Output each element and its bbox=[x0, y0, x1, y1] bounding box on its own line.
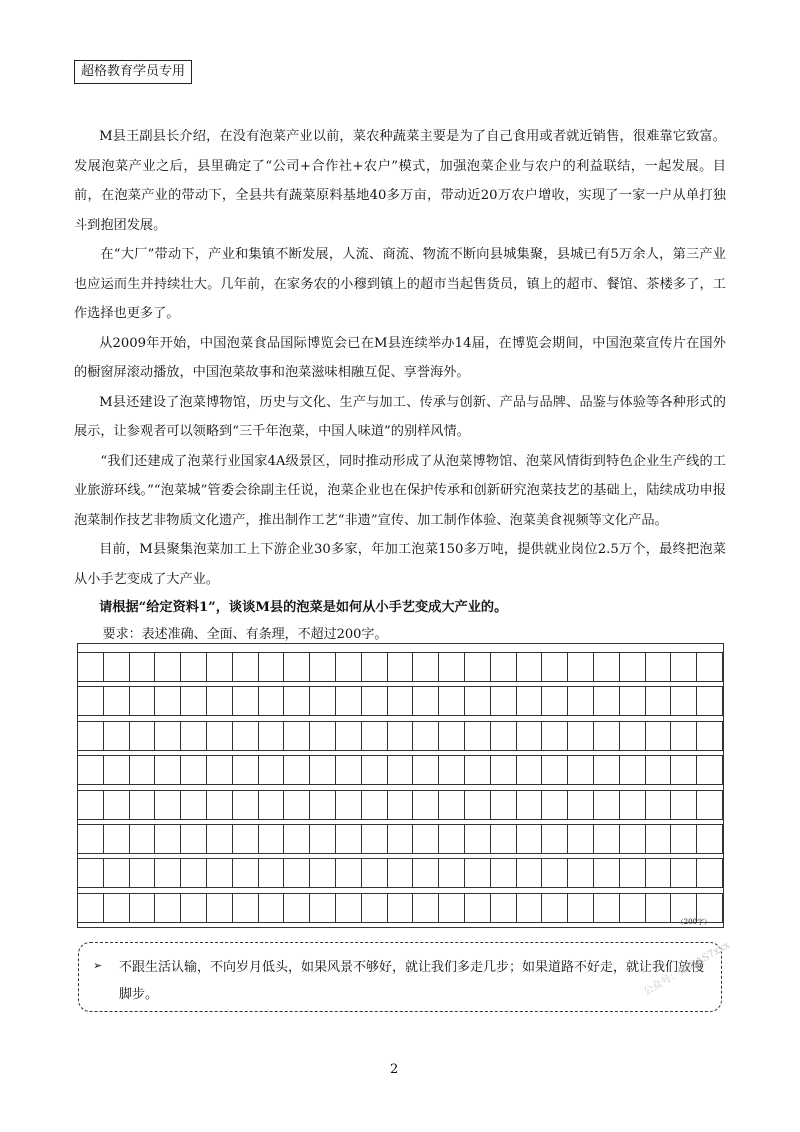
grid-cell[interactable] bbox=[697, 756, 723, 784]
grid-cell[interactable] bbox=[284, 756, 310, 784]
grid-cell[interactable] bbox=[671, 894, 697, 922]
grid-cell[interactable] bbox=[207, 894, 233, 922]
page-number: 2 bbox=[390, 1062, 399, 1077]
grid-cell[interactable] bbox=[78, 791, 104, 819]
grid-cell[interactable] bbox=[233, 894, 259, 922]
grid-cell[interactable] bbox=[542, 791, 568, 819]
grid-cell[interactable] bbox=[310, 756, 336, 784]
grid-cell[interactable] bbox=[413, 894, 439, 922]
grid-cell[interactable] bbox=[233, 687, 259, 715]
grid-cell[interactable] bbox=[568, 653, 594, 681]
paragraph-2: 在“大厂”带动下，产业和集镇不断发展，人流、商流、物流不断向县城集聚，县城已有5万余人，第三产业也应运而生并持续壮大。几年前，在家务农的小穆到镇上的超市当起售货员，镇上的超市、餐馆、茶楼多了，工作选择也更多了。 bbox=[74, 247, 726, 321]
grid-cell[interactable] bbox=[439, 894, 465, 922]
grid-row bbox=[78, 652, 723, 682]
grid-cell[interactable] bbox=[310, 825, 336, 853]
grid-cell[interactable] bbox=[130, 653, 156, 681]
grid-cell[interactable] bbox=[336, 894, 362, 922]
grid-cell[interactable] bbox=[104, 825, 130, 853]
grid-cell[interactable] bbox=[465, 722, 491, 750]
grid-cell[interactable] bbox=[620, 653, 646, 681]
grid-cell[interactable] bbox=[233, 756, 259, 784]
grid-cell[interactable] bbox=[181, 687, 207, 715]
grid-cell[interactable] bbox=[439, 687, 465, 715]
grid-cell[interactable] bbox=[104, 791, 130, 819]
grid-cell[interactable] bbox=[207, 687, 233, 715]
grid-cell[interactable] bbox=[78, 894, 104, 922]
grid-cell[interactable] bbox=[78, 687, 104, 715]
grid-cell[interactable] bbox=[517, 756, 543, 784]
grid-cell[interactable] bbox=[594, 859, 620, 887]
grid-cell[interactable] bbox=[671, 825, 697, 853]
grid-cell[interactable] bbox=[362, 756, 388, 784]
grid-cell[interactable] bbox=[362, 791, 388, 819]
grid-cell[interactable] bbox=[413, 791, 439, 819]
material-content bbox=[74, 122, 726, 648]
grid-cell[interactable] bbox=[310, 687, 336, 715]
grid-cell[interactable] bbox=[388, 825, 414, 853]
grid-cell[interactable] bbox=[620, 687, 646, 715]
grid-cell[interactable] bbox=[465, 825, 491, 853]
grid-cell[interactable] bbox=[284, 894, 310, 922]
grid-cell[interactable] bbox=[284, 722, 310, 750]
grid-cell[interactable] bbox=[413, 722, 439, 750]
grid-cell[interactable] bbox=[259, 722, 285, 750]
grid-cell[interactable] bbox=[181, 791, 207, 819]
grid-cell[interactable] bbox=[465, 894, 491, 922]
grid-cell[interactable] bbox=[568, 825, 594, 853]
grid-cell[interactable] bbox=[104, 756, 130, 784]
grid-cell[interactable] bbox=[568, 859, 594, 887]
grid-cell[interactable] bbox=[413, 653, 439, 681]
grid-cell[interactable] bbox=[491, 722, 517, 750]
grid-cell[interactable] bbox=[568, 722, 594, 750]
grid-cell[interactable] bbox=[439, 653, 465, 681]
grid-cell[interactable] bbox=[388, 859, 414, 887]
grid-cell[interactable] bbox=[284, 653, 310, 681]
grid-cell[interactable] bbox=[671, 687, 697, 715]
grid-cell[interactable] bbox=[491, 791, 517, 819]
grid-cell[interactable] bbox=[310, 859, 336, 887]
grid-cell[interactable] bbox=[646, 687, 672, 715]
grid-cell[interactable] bbox=[465, 653, 491, 681]
grid-cell[interactable] bbox=[181, 722, 207, 750]
grid-cell[interactable] bbox=[594, 791, 620, 819]
grid-cell[interactable] bbox=[155, 756, 181, 784]
question-text: 请根据“给定资料1”，谈谈M县的泡菜是如何从小手艺变成大产业的。 bbox=[99, 600, 508, 615]
grid-cell[interactable] bbox=[465, 791, 491, 819]
grid-cell[interactable] bbox=[130, 687, 156, 715]
grid-cell[interactable] bbox=[259, 791, 285, 819]
grid-cell[interactable] bbox=[542, 894, 568, 922]
grid-cell[interactable] bbox=[439, 791, 465, 819]
grid-cell[interactable] bbox=[233, 859, 259, 887]
grid-cell[interactable] bbox=[594, 825, 620, 853]
grid-cell[interactable] bbox=[388, 687, 414, 715]
grid-cell[interactable] bbox=[284, 791, 310, 819]
grid-cell[interactable] bbox=[491, 653, 517, 681]
grid-cell[interactable] bbox=[594, 756, 620, 784]
grid-cell[interactable] bbox=[517, 687, 543, 715]
grid-row bbox=[78, 686, 723, 716]
grid-cell[interactable] bbox=[542, 722, 568, 750]
grid-cell[interactable] bbox=[439, 756, 465, 784]
grid-cell[interactable] bbox=[207, 653, 233, 681]
grid-cell[interactable] bbox=[336, 791, 362, 819]
grid-cell[interactable] bbox=[336, 825, 362, 853]
grid-word-count-label: （200字） bbox=[676, 918, 711, 926]
grid-cell[interactable] bbox=[620, 825, 646, 853]
grid-cell[interactable] bbox=[233, 722, 259, 750]
grid-cell[interactable] bbox=[542, 825, 568, 853]
grid-cell[interactable] bbox=[491, 894, 517, 922]
grid-cell[interactable] bbox=[259, 894, 285, 922]
grid-cell[interactable] bbox=[413, 825, 439, 853]
requirement-text: 要求：表述准确、全面、有条理，不超过200字。 bbox=[102, 627, 388, 642]
grid-cell[interactable] bbox=[646, 791, 672, 819]
grid-cell[interactable] bbox=[310, 894, 336, 922]
grid-cell[interactable] bbox=[207, 756, 233, 784]
grid-cell[interactable] bbox=[284, 825, 310, 853]
grid-row bbox=[78, 824, 723, 854]
grid-cell[interactable] bbox=[130, 825, 156, 853]
grid-cell[interactable] bbox=[207, 722, 233, 750]
grid-cell[interactable] bbox=[362, 722, 388, 750]
grid-row bbox=[78, 858, 723, 888]
grid-cell[interactable] bbox=[78, 859, 104, 887]
paragraph-4: M县还建设了泡菜博物馆，历史与文化、生产与加工、传承与创新、产品与品牌、品鉴与体验等各种形式的展示，让参观者可以领略到“三千年泡菜，中国人味道”的别样风情。 bbox=[74, 394, 726, 439]
header-label: 超格教育学员专用 bbox=[74, 60, 192, 84]
grid-cell[interactable] bbox=[155, 653, 181, 681]
answer-grid[interactable] bbox=[77, 643, 724, 928]
grid-cell[interactable] bbox=[336, 653, 362, 681]
grid-cell[interactable] bbox=[568, 791, 594, 819]
grid-cell[interactable] bbox=[388, 722, 414, 750]
grid-cell[interactable] bbox=[620, 859, 646, 887]
grid-cell[interactable] bbox=[594, 653, 620, 681]
grid-cell[interactable] bbox=[181, 756, 207, 784]
grid-cell[interactable] bbox=[78, 653, 104, 681]
grid-cell[interactable] bbox=[259, 653, 285, 681]
paragraph-3: 从2009年开始，中国泡菜食品国际博览会已在M县连续举办14届，在博览会期间，中国泡菜宣传片在国外的橱窗屏滚动播放，中国泡菜故事和泡菜滋味相融互促、享誉海外。 bbox=[74, 335, 726, 380]
grid-cell[interactable] bbox=[181, 825, 207, 853]
grid-cell[interactable] bbox=[233, 825, 259, 853]
grid-cell[interactable] bbox=[155, 687, 181, 715]
grid-cell[interactable] bbox=[413, 687, 439, 715]
grid-cell[interactable] bbox=[104, 653, 130, 681]
grid-cell[interactable] bbox=[542, 653, 568, 681]
grid-cell[interactable] bbox=[671, 859, 697, 887]
grid-cell[interactable] bbox=[78, 722, 104, 750]
grid-row bbox=[78, 790, 723, 820]
grid-cell[interactable] bbox=[362, 653, 388, 681]
grid-cell[interactable] bbox=[388, 791, 414, 819]
grid-cell[interactable] bbox=[568, 756, 594, 784]
grid-cell[interactable] bbox=[697, 687, 723, 715]
paragraph-1: M县王副县长介绍，在没有泡菜产业以前，菜农种蔬菜主要是为了自己食用或者就近销售，很难靠它致富。发展泡菜产业之后，县里确定了“公司+合作社+农户”模式，加强泡菜企业与农户的利益联结，一起发展。目前，在泡菜产业的带动下，全县共有蔬菜原料基地40多万亩，带动近20万农户增收，实现了一家一户从单打独斗到抱团发展。 bbox=[74, 129, 726, 233]
grid-cell[interactable] bbox=[336, 722, 362, 750]
grid-cell[interactable] bbox=[594, 722, 620, 750]
grid-cell[interactable] bbox=[568, 687, 594, 715]
grid-cell[interactable] bbox=[130, 791, 156, 819]
grid-cell[interactable] bbox=[439, 825, 465, 853]
grid-cell[interactable] bbox=[697, 894, 723, 922]
grid-row bbox=[78, 721, 723, 751]
grid-cell[interactable] bbox=[104, 859, 130, 887]
grid-cell[interactable] bbox=[542, 687, 568, 715]
grid-cell[interactable] bbox=[284, 859, 310, 887]
grid-cell[interactable] bbox=[155, 894, 181, 922]
grid-cell[interactable] bbox=[336, 756, 362, 784]
grid-cell[interactable] bbox=[362, 894, 388, 922]
watermark: 公众号：微信AS7xxx bbox=[642, 939, 732, 998]
grid-cell[interactable] bbox=[491, 687, 517, 715]
grid-cell[interactable] bbox=[310, 722, 336, 750]
grid-cell[interactable] bbox=[646, 825, 672, 853]
motto-text: 不跟生活认输，不向岁月低头，如果风景不够好，就让我们多走几步；如果道路不好走，就让我们放慢脚步。 bbox=[119, 960, 705, 1002]
grid-cell[interactable] bbox=[388, 653, 414, 681]
grid-cell[interactable] bbox=[207, 859, 233, 887]
grid-cell[interactable] bbox=[130, 859, 156, 887]
grid-cell[interactable] bbox=[362, 859, 388, 887]
grid-cell[interactable] bbox=[620, 756, 646, 784]
grid-cell[interactable] bbox=[207, 825, 233, 853]
grid-cell[interactable] bbox=[104, 894, 130, 922]
grid-cell[interactable] bbox=[646, 756, 672, 784]
grid-cell[interactable] bbox=[491, 756, 517, 784]
grid-cell[interactable] bbox=[646, 859, 672, 887]
grid-cell[interactable] bbox=[646, 653, 672, 681]
grid-cell[interactable] bbox=[594, 894, 620, 922]
grid-cell[interactable] bbox=[207, 791, 233, 819]
grid-cell[interactable] bbox=[388, 756, 414, 784]
grid-cell[interactable] bbox=[671, 756, 697, 784]
arrow-bullet-icon: ➢ bbox=[93, 959, 103, 972]
grid-cell[interactable] bbox=[336, 687, 362, 715]
grid-cell[interactable] bbox=[310, 791, 336, 819]
grid-cell[interactable] bbox=[568, 894, 594, 922]
grid-cell[interactable] bbox=[517, 894, 543, 922]
grid-cell[interactable] bbox=[104, 687, 130, 715]
grid-row bbox=[78, 755, 723, 785]
motto-box bbox=[78, 942, 722, 1012]
grid-cell[interactable] bbox=[646, 894, 672, 922]
grid-cell[interactable] bbox=[697, 791, 723, 819]
grid-cell[interactable] bbox=[671, 653, 697, 681]
grid-cell[interactable] bbox=[413, 859, 439, 887]
grid-cell[interactable] bbox=[233, 653, 259, 681]
grid-cell[interactable] bbox=[697, 825, 723, 853]
grid-cell[interactable] bbox=[259, 859, 285, 887]
grid-cell[interactable] bbox=[697, 722, 723, 750]
grid-cell[interactable] bbox=[517, 653, 543, 681]
grid-cell[interactable] bbox=[671, 722, 697, 750]
grid-cell[interactable] bbox=[362, 687, 388, 715]
grid-cell[interactable] bbox=[259, 687, 285, 715]
grid-cell[interactable] bbox=[362, 825, 388, 853]
grid-row bbox=[78, 893, 723, 923]
grid-cell[interactable] bbox=[259, 756, 285, 784]
grid-cell[interactable] bbox=[310, 653, 336, 681]
grid-cell[interactable] bbox=[104, 722, 130, 750]
grid-cell[interactable] bbox=[336, 859, 362, 887]
grid-cell[interactable] bbox=[181, 653, 207, 681]
grid-cell[interactable] bbox=[517, 791, 543, 819]
grid-cell[interactable] bbox=[130, 722, 156, 750]
grid-cell[interactable] bbox=[697, 859, 723, 887]
grid-cell[interactable] bbox=[439, 859, 465, 887]
grid-cell[interactable] bbox=[155, 825, 181, 853]
grid-cell[interactable] bbox=[155, 722, 181, 750]
grid-cell[interactable] bbox=[465, 859, 491, 887]
grid-cell[interactable] bbox=[491, 825, 517, 853]
grid-cell[interactable] bbox=[517, 825, 543, 853]
grid-cell[interactable] bbox=[259, 825, 285, 853]
grid-cell[interactable] bbox=[517, 722, 543, 750]
grid-cell[interactable] bbox=[388, 894, 414, 922]
grid-cell[interactable] bbox=[620, 894, 646, 922]
paragraph-6: 目前，M县聚集泡菜加工上下游企业30多家，年加工泡菜150多万吨，提供就业岗位2.5万个，最终把泡菜从小手艺变成了大产业。 bbox=[74, 542, 726, 587]
grid-cell[interactable] bbox=[517, 859, 543, 887]
grid-cell[interactable] bbox=[130, 756, 156, 784]
paragraph-5: “我们还建成了泡菜行业国家4A级景区，同时推动形成了从泡菜博物馆、泡菜风情街到特色企业生产线的工业旅游环线。”“泡菜城”管委会徐副主任说，泡菜企业也在保护传承和创新研究泡菜技艺的基础上，陆续成功申报泡菜制作技艺非物质文化遗产，推出制作工艺“非遗”宣传、加工制作体验、泡菜美食视频等文化产品。 bbox=[74, 453, 726, 528]
grid-cell[interactable] bbox=[181, 894, 207, 922]
grid-cell[interactable] bbox=[594, 687, 620, 715]
grid-cell[interactable] bbox=[542, 859, 568, 887]
grid-cell[interactable] bbox=[620, 722, 646, 750]
grid-cell[interactable] bbox=[697, 653, 723, 681]
grid-cell[interactable] bbox=[646, 722, 672, 750]
grid-cell[interactable] bbox=[671, 791, 697, 819]
grid-cell[interactable] bbox=[78, 825, 104, 853]
grid-cell[interactable] bbox=[233, 791, 259, 819]
grid-cell[interactable] bbox=[155, 859, 181, 887]
grid-cell[interactable] bbox=[439, 722, 465, 750]
grid-cell[interactable] bbox=[465, 687, 491, 715]
grid-cell[interactable] bbox=[284, 687, 310, 715]
grid-cell[interactable] bbox=[542, 756, 568, 784]
grid-cell[interactable] bbox=[491, 859, 517, 887]
grid-cell[interactable] bbox=[181, 859, 207, 887]
grid-cell[interactable] bbox=[620, 791, 646, 819]
grid-cell[interactable] bbox=[130, 894, 156, 922]
grid-cell[interactable] bbox=[155, 791, 181, 819]
grid-cell[interactable] bbox=[465, 756, 491, 784]
grid-cell[interactable] bbox=[413, 756, 439, 784]
grid-cell[interactable] bbox=[78, 756, 104, 784]
